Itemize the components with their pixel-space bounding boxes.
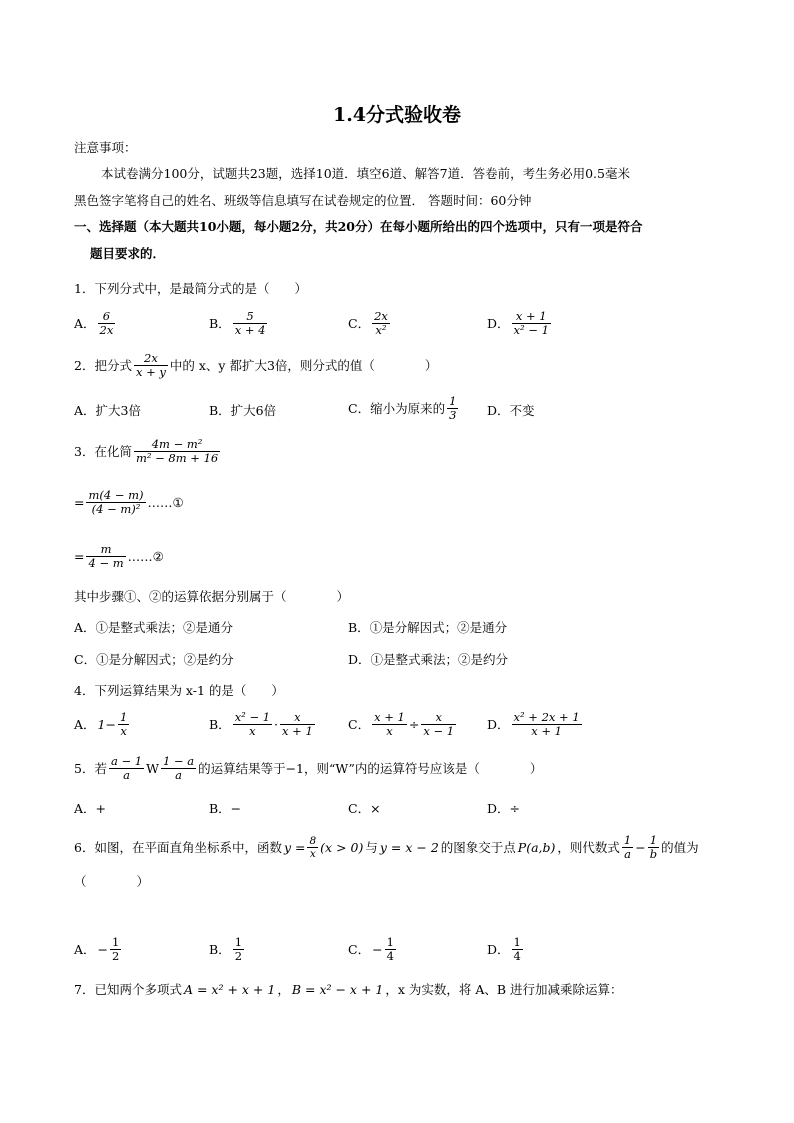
q7-stem-post: ，x 为实数，将 A、B 进行加减乘除运算： <box>385 982 623 997</box>
q4-stem: 4．下列运算结果为 x-1 的是（ ） <box>74 683 284 698</box>
denominator: 4 <box>513 949 521 963</box>
polynomial-b: B = x² − x + 1 <box>291 982 384 997</box>
numerator: x + 1 <box>515 309 547 323</box>
q6-option-b <box>209 936 244 963</box>
operator: ÷ <box>408 716 420 732</box>
q1-option-c <box>348 310 390 337</box>
denominator: 4 <box>386 949 394 963</box>
fraction <box>110 936 121 963</box>
numerator: x² + 2x + 1 <box>513 710 580 724</box>
fraction <box>86 543 125 570</box>
denominator: x <box>118 724 129 738</box>
denominator: x² − 1 <box>513 323 549 337</box>
notice-line-1: 本试卷满分100分，试题共23题，选择10道．填空6道、解答7道．答卷前，考生务必用0.5毫米 <box>101 166 630 181</box>
q5-option-a: A．+ <box>74 801 107 816</box>
function-condition: (x > 0) <box>320 839 364 855</box>
fraction <box>512 936 523 963</box>
q6-connector-2: 的图象交于点 <box>440 839 516 855</box>
denominator: x + 1 <box>512 724 582 738</box>
fraction <box>307 835 318 860</box>
denominator: b <box>649 847 658 861</box>
denominator: 4 − m <box>88 556 124 570</box>
denominator: 2 <box>234 949 243 963</box>
denominator: a <box>161 768 196 782</box>
q3-step-2 <box>74 543 164 570</box>
q4-option-b <box>209 711 315 738</box>
q3-option-c: C．①是分解因式；②是约分 <box>74 652 234 667</box>
option-label: A． <box>74 941 96 957</box>
denominator: m² − 8m + 16 <box>135 451 219 465</box>
q4-option-d <box>487 711 582 738</box>
operator: · <box>274 716 279 732</box>
numerator: 5 <box>246 309 254 323</box>
denominator: x + 1 <box>282 724 313 738</box>
q6-option-a <box>74 936 121 963</box>
fraction <box>421 711 456 738</box>
fraction <box>622 834 633 861</box>
denominator: x + y <box>135 365 166 379</box>
minus-sign: − <box>372 941 383 957</box>
numerator: 1 <box>386 935 394 949</box>
q5-stem-post: 的运算结果等于−1，则“W”内的运算符号应该是（ ） <box>198 760 543 776</box>
denominator: a <box>622 847 633 861</box>
q7-stem-pre: 7．已知两个多项式 <box>74 982 182 997</box>
q1-stem: 1．下列分式中，是最简分式的是（ ） <box>74 281 307 296</box>
numerator: 6 <box>102 309 111 323</box>
fraction <box>385 936 396 963</box>
fraction <box>86 489 145 516</box>
notice-heading: 注意事项： <box>74 140 137 155</box>
separator: ， <box>277 982 290 997</box>
q4-option-a <box>74 711 129 738</box>
q6-stem-pre: 6．如图，在平面直角坐标系中，函数 <box>74 839 282 855</box>
q3-option-d: D．①是整式乘法；②是约分 <box>348 652 509 667</box>
numerator: 1 − a <box>162 754 195 768</box>
numerator: 1 <box>119 710 128 724</box>
q1-option-d <box>487 310 551 337</box>
fraction <box>134 438 220 465</box>
fraction <box>98 310 116 337</box>
option-text: C．缩小为原来的 <box>348 400 446 416</box>
denominator: x − 1 <box>423 724 455 738</box>
option-label: C． <box>348 941 371 957</box>
q6-connector: 与 <box>365 839 378 855</box>
q6-stem-post: 的值为 <box>661 839 699 855</box>
q6-option-d <box>487 936 523 963</box>
intersection-point: P(a,b) <box>517 839 556 855</box>
numerator: 2x <box>374 309 388 323</box>
denominator: 2x <box>99 323 114 337</box>
fraction <box>233 310 268 337</box>
fraction <box>447 395 458 422</box>
q2-stem-post: 中的 x、y 都扩大3倍，则分式的值（ ） <box>169 357 438 373</box>
denominator: 2 <box>112 949 120 963</box>
fraction <box>118 711 129 738</box>
denominator: x <box>372 724 407 738</box>
numerator: 1 <box>112 935 120 949</box>
fraction <box>109 755 144 782</box>
numerator: 1 <box>449 394 457 408</box>
fraction <box>233 936 244 963</box>
q2-option-b: B．扩大6倍 <box>209 403 277 418</box>
equals-sign: = <box>74 494 85 510</box>
q5-option-b: B．− <box>209 801 242 816</box>
q1-option-b <box>209 310 267 337</box>
section-1-line-1: 一、选择题（本大题共10小题，每小题2分，共20分）在每小题所给出的四个选项中，只有一项是符合 <box>74 219 643 234</box>
fraction <box>512 310 551 337</box>
option-label: B． <box>209 716 231 732</box>
option-label: B． <box>209 941 231 957</box>
denominator: a <box>109 768 144 782</box>
q5-stem-pre: 5．若 <box>74 760 107 776</box>
q5-option-c: C．× <box>348 801 381 816</box>
option-label: D． <box>487 716 510 732</box>
numerator: 1 <box>623 833 632 847</box>
q4-option-c <box>348 711 456 738</box>
denominator: x <box>233 724 272 738</box>
function-lhs: y = <box>283 839 306 855</box>
q3-option-a: A．①是整式乘法；②是通分 <box>74 620 234 635</box>
q5-stem <box>74 755 542 782</box>
option-label: A． <box>74 716 96 732</box>
fraction <box>372 711 407 738</box>
numerator: x² − 1 <box>234 710 271 724</box>
numerator: 1 <box>234 935 243 949</box>
q6-connector-3: ，则代数式 <box>557 839 620 855</box>
fraction <box>233 711 272 738</box>
minus-sign: − <box>97 941 109 957</box>
q6-option-c <box>348 936 396 963</box>
step-marker: ……① <box>147 494 184 510</box>
option-label: C． <box>348 716 371 732</box>
q6-stem <box>74 834 699 861</box>
denominator: 3 <box>449 408 457 422</box>
notice-line-2: 黑色签字笔将自己的姓名、班级等信息填写在试卷规定的位置． 答题时间：60分钟 <box>74 193 532 208</box>
numerator: x <box>435 710 442 724</box>
numerator: 4m − m² <box>151 437 203 451</box>
q2-stem-pre: 2．把分式 <box>74 357 132 373</box>
denominator: (4 − m)² <box>86 502 145 516</box>
numerator: x <box>294 710 301 724</box>
numerator: x + 1 <box>374 710 405 724</box>
page-title: 1.4分式验收卷 <box>332 104 462 126</box>
q3-stem <box>74 438 220 465</box>
numerator: m(4 − m) <box>88 488 144 502</box>
q2-option-c <box>348 395 458 422</box>
q5-option-d: D．÷ <box>487 801 520 816</box>
q1-option-a <box>74 310 115 337</box>
fraction <box>648 834 659 861</box>
q3-option-b: B．①是分解因式；②是通分 <box>348 620 508 635</box>
numerator: m <box>100 542 112 556</box>
numerator: 8 <box>309 835 317 847</box>
function-2: y = x − 2 <box>379 839 439 855</box>
q3-ask: 其中步骤①、②的运算依据分别属于（ ） <box>74 589 350 604</box>
option-label: A． <box>74 315 96 331</box>
option-label: C． <box>348 315 371 331</box>
section-1-line-2: 题目要求的． <box>90 246 166 261</box>
q3-stem-pre: 3．在化简 <box>74 443 132 459</box>
q3-step-1 <box>74 489 184 516</box>
denominator: x <box>307 847 318 860</box>
fraction <box>161 755 196 782</box>
option-label: B． <box>209 315 231 331</box>
operator: − <box>635 839 646 855</box>
option-label: D． <box>487 315 510 331</box>
fraction <box>512 711 582 738</box>
q2-stem <box>74 352 437 379</box>
numerator: a − 1 <box>110 754 143 768</box>
option-label: D． <box>487 941 510 957</box>
numerator: 1 <box>649 833 658 847</box>
q6-blank: （ ） <box>74 874 150 889</box>
equals-sign: = <box>74 548 85 564</box>
q7-stem <box>74 982 623 998</box>
operator-placeholder: W <box>146 760 159 776</box>
polynomial-a: A = x² + x + 1 <box>183 982 276 997</box>
denominator: x + 4 <box>234 323 266 337</box>
fraction <box>372 310 390 337</box>
numerator: 1 <box>513 935 521 949</box>
q2-option-d: D．不变 <box>487 403 535 418</box>
q2-option-a: A．扩大3倍 <box>74 403 141 418</box>
denominator: x² <box>372 323 390 337</box>
numerator: 2x <box>144 351 158 365</box>
expression-text: 1− <box>97 716 116 732</box>
fraction <box>134 352 168 379</box>
fraction <box>280 711 315 738</box>
step-marker: ……② <box>127 548 164 564</box>
